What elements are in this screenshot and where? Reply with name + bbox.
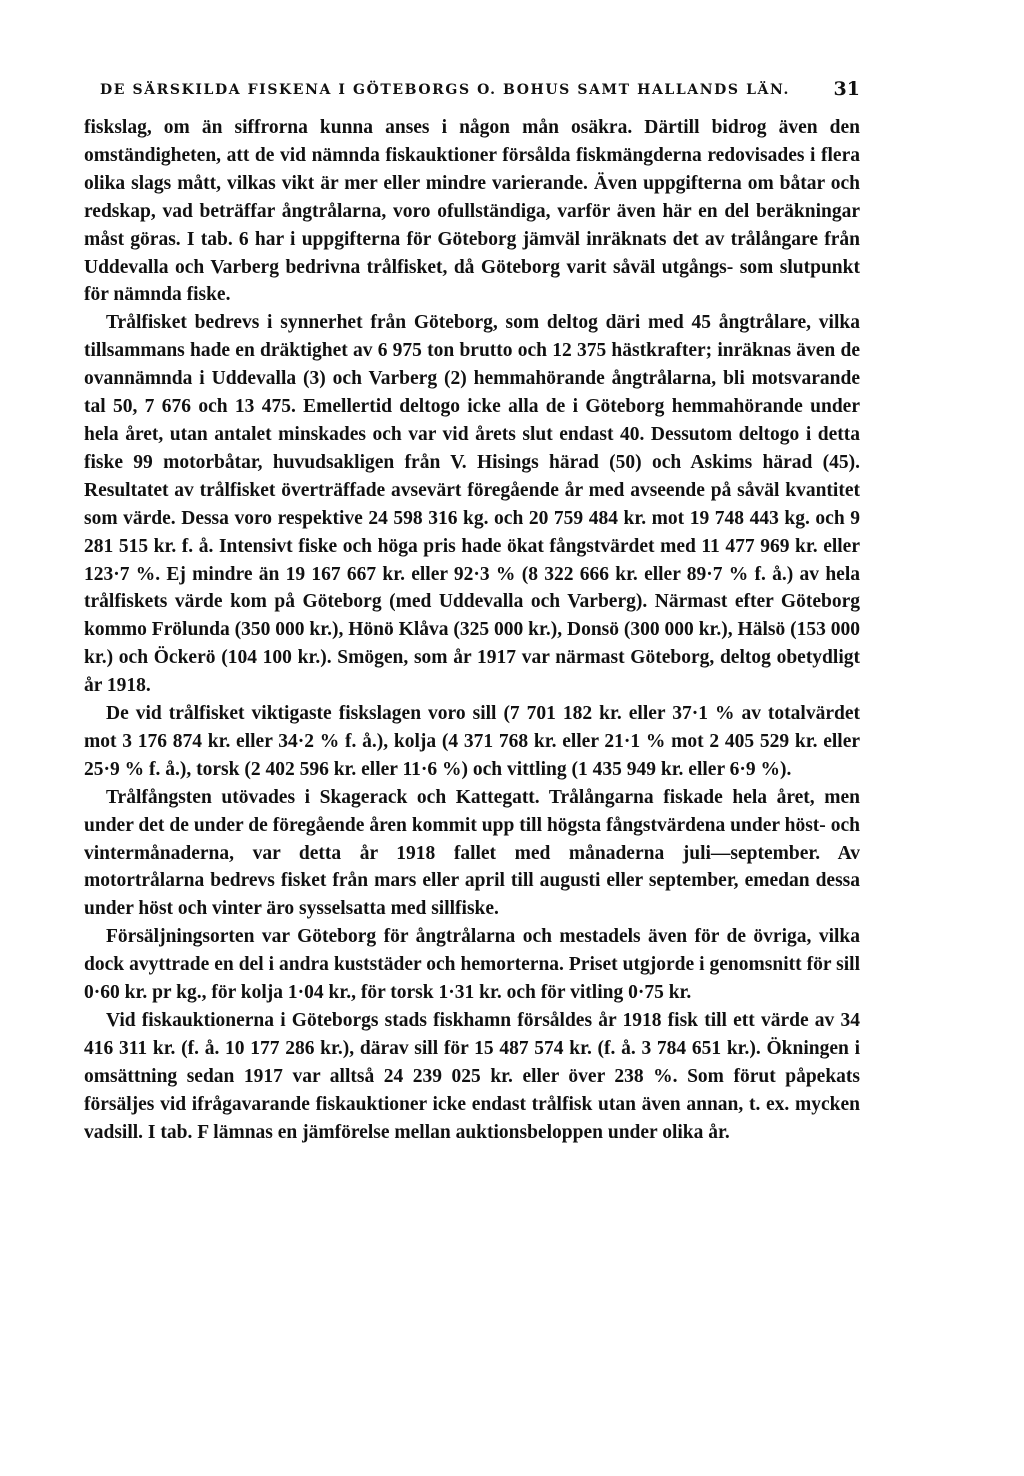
- paragraph-continuation: fiskslag, om än siffrorna kunna anses i någon mån osäkra. Därtill bidrog även den omständigheten, att de vid nämnda fiskauktioner försålda fiskmängderna redovisades i flera olika slags mått, vilkas vikt är mer eller mindre varierande. Även uppgifterna om båtar och redskap, vad beträffar ångtrålarna, voro ofullständiga, varför även här en del beräkningar måst göras. I tab. 6 har i uppgifterna för Göteborg jämväl inräknats det av trålångare från Uddevalla och Varberg bedrivna trålfisket, då Göteborg varit såväl utgångs- som slutpunkt för nämnda fiske.: [84, 117, 860, 306]
- running-head: [84, 74, 860, 104]
- paragraph-fishing-areas: Trålfångsten utövades i Skagerack och Kattegatt. Trålångarna fiskade hela året, men under det de under de föregående åren kommit upp till högsta fångstvärdena under höst- och vintermånaderna, var detta år 1918 fallet med månaderna juli—september. Av motortrålarna bedrevs fisket från mars eller april till augusti eller september, emedan dessa under höst och vinter äro sysselsatta med sillfiske.: [84, 786, 860, 920]
- body-text: [84, 114, 860, 1147]
- running-title: DE SÄRSKILDA FISKENA I GÖTEBORGS O. BOHUS SAMT HALLANDS LÄN.: [100, 82, 790, 98]
- book-page: [84, 74, 860, 1147]
- paragraph-sales: Försäljningsorten var Göteborg för ångtrålarna och mestadels även för de övriga, vilka dock avyttrade en del i andra kuststäder och hemorterna. Priset utgjorde i genomsnitt för sill 0·60 kr. pr kg., för kolja 1·04 kr., för torsk 1·31 kr. och för vitling 0·75 kr.: [84, 926, 860, 1004]
- paragraph-species: De vid trålfisket viktigaste fiskslagen voro sill (7 701 182 kr. eller 37·1 % av totalvärdet mot 3 176 874 kr. eller 34·2 % f. å.), kolja (4 371 768 kr. eller 21·1 % mot 2 405 529 kr. eller 25·9 % f. å.), torsk (2 402 596 kr. eller 11·6 %) och vittling (1 435 949 kr. eller 6·9 %).: [84, 703, 860, 780]
- page-number: 31: [833, 78, 860, 100]
- paragraph-trawling: Trålfisket bedrevs i synnerhet från Göteborg, som deltog däri med 45 ångtrålare, vilka tillsammans hade en dräktighet av 6 975 ton brutto och 12 375 hästkrafter; inräknas även de ovannämnda i Uddevalla (3) och Varberg (2) hemmahörande ångtrålarna, bli motsvarande tal 50, 7 676 och 13 475. Emellertid deltogo icke alla de i Göteborg hemmahörande under hela året, utan antalet minskades och var vid årets slut endast 40. Dessutom deltogo i detta fiske 99 motorbåtar, huvudsakligen från V. Hisings härad (50) och Askims härad (45). Resultatet av trålfisket överträffade avsevärt föregående år med avseende på såväl kvantitet som värde. Dessa voro respektive 24 598 316 kg. och 20 759 484 kr. mot 19 748 443 kg. och 9 281 515 kr. f. å. Intensivt fiske och höga pris hade ökat fångstvärdet med 11 477 969 kr. eller 123·7 %. Ej mindre än 19 167 667 kr. eller 92·3 % (8 322 666 kr. eller 89·7 % f. å.) av hela trålfiskets värde kom på Göteborg (med Uddevalla och Varberg). Närmast efter Göteborg kommo Frölunda (350 000 kr.), Hönö Klåva (325 000 kr.), Donsö (300 000 kr.), Hälsö (153 000 kr.) och Öckerö (104 100 kr.). Smögen, som år 1917 var närmast Göteborg, deltog obetydligt år 1918.: [84, 312, 860, 697]
- paragraph-auctions: Vid fiskauktionerna i Göteborgs stads fiskhamn försåldes år 1918 fisk till ett värde av 34 416 311 kr. (f. å. 10 177 286 kr.), därav sill för 15 487 574 kr. (f. å. 3 784 651 kr.). Ökningen i omsättning sedan 1917 var alltså 24 239 025 kr. eller över 238 %. Som förut påpekats försäljes vid ifrågavarande fiskauktioner icke endast trålfisk utan även annan, t. ex. mycken vadsill. I tab. F lämnas en jämförelse mellan auktionsbeloppen under olika år.: [84, 1010, 860, 1143]
